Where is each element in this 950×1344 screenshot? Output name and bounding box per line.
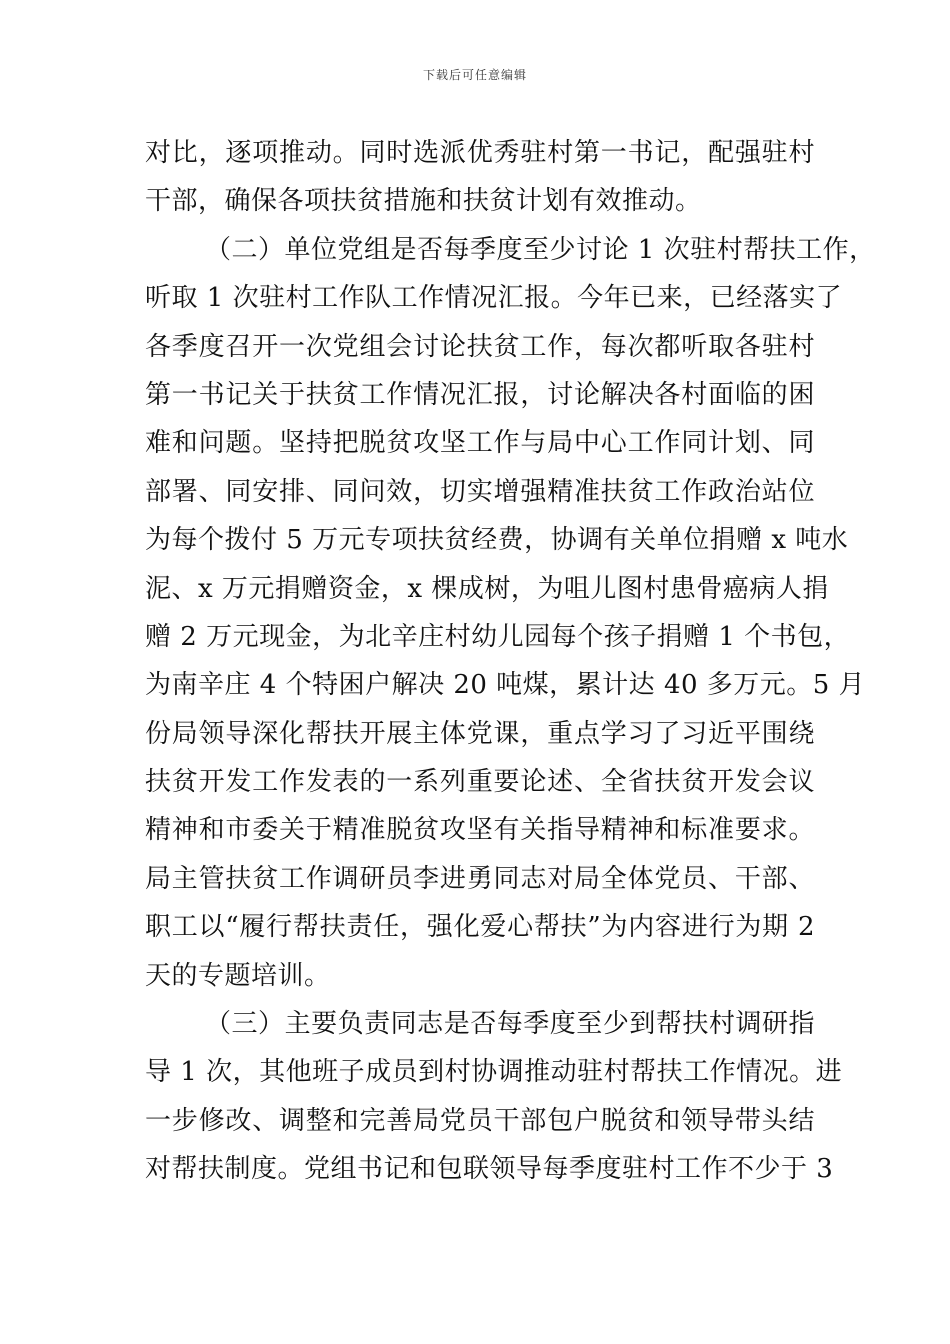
text-line-paragraph-start: （二）单位党组是否每季度至少讨论 1 次驻村帮扶工作， [205,234,876,265]
text-line: 听取 1 次驻村工作队工作情况汇报。今年已来，已经落实了 [145,283,843,314]
text-line-paragraph-start: （三）主要负责同志是否每季度至少到帮扶村调研指 [205,1009,815,1040]
text-line: 赠 2 万元现金，为北辛庄村幼儿园每个孩子捐赠 1 个书包， [145,621,851,652]
text-line: 对帮扶制度。党组书记和包联领导每季度驻村工作不少于 3 [145,1154,834,1185]
text-line: 第一书记关于扶贫工作情况汇报，讨论解决各村面临的困 [145,379,815,410]
header-note: 下载后可任意编辑 [422,68,527,82]
text-line: 各季度召开一次党组会讨论扶贫工作，每次都听取各驻村 [145,331,815,362]
text-line: 泥、x 万元捐赠资金，x 棵成树，为咀儿图村患骨癌病人捐 [145,573,829,604]
text-line: 扶贫开发工作发表的一系列重要论述、全省扶贫开发会议 [145,767,815,798]
text-line: 精神和市委关于精准脱贫攻坚有关指导精神和标准要求。 [145,815,815,846]
text-line: 干部，确保各项扶贫措施和扶贫计划有效推动。 [145,186,702,217]
text-line: 导 1 次，其他班子成员到村协调推动驻村帮扶工作情况。进 [145,1057,843,1088]
body-text [145,129,876,1194]
text-line: 为每个拨付 5 万元专项扶贫经费，协调有关单位捐赠 x 吨水 [145,525,849,556]
text-line: 对比，逐项推动。同时选派优秀驻村第一书记，配强驻村 [145,138,815,168]
text-line: 局主管扶贫工作调研员李进勇同志对局全体党员、干部、 [145,863,815,894]
text-line: 一步修改、调整和完善局党员干部包户脱贫和领导带头结 [145,1105,815,1136]
text-line: 部署、同安排、同问效，切实增强精准扶贫工作政治站位 [145,476,815,507]
text-line: 为南辛庄 4 个特困户解决 20 吨煤，累计达 40 多万元。5 月 [145,670,866,701]
text-line: 职工以“履行帮扶责任，强化爱心帮扶”为内容进行为期 2 [145,912,815,943]
text-line: 份局领导深化帮扶开展主体党课，重点学习了习近平围绕 [145,718,815,749]
text-line: 天的专题培训。 [145,960,331,991]
text-line: 难和问题。坚持把脱贫攻坚工作与局中心工作同计划、同 [145,428,815,459]
